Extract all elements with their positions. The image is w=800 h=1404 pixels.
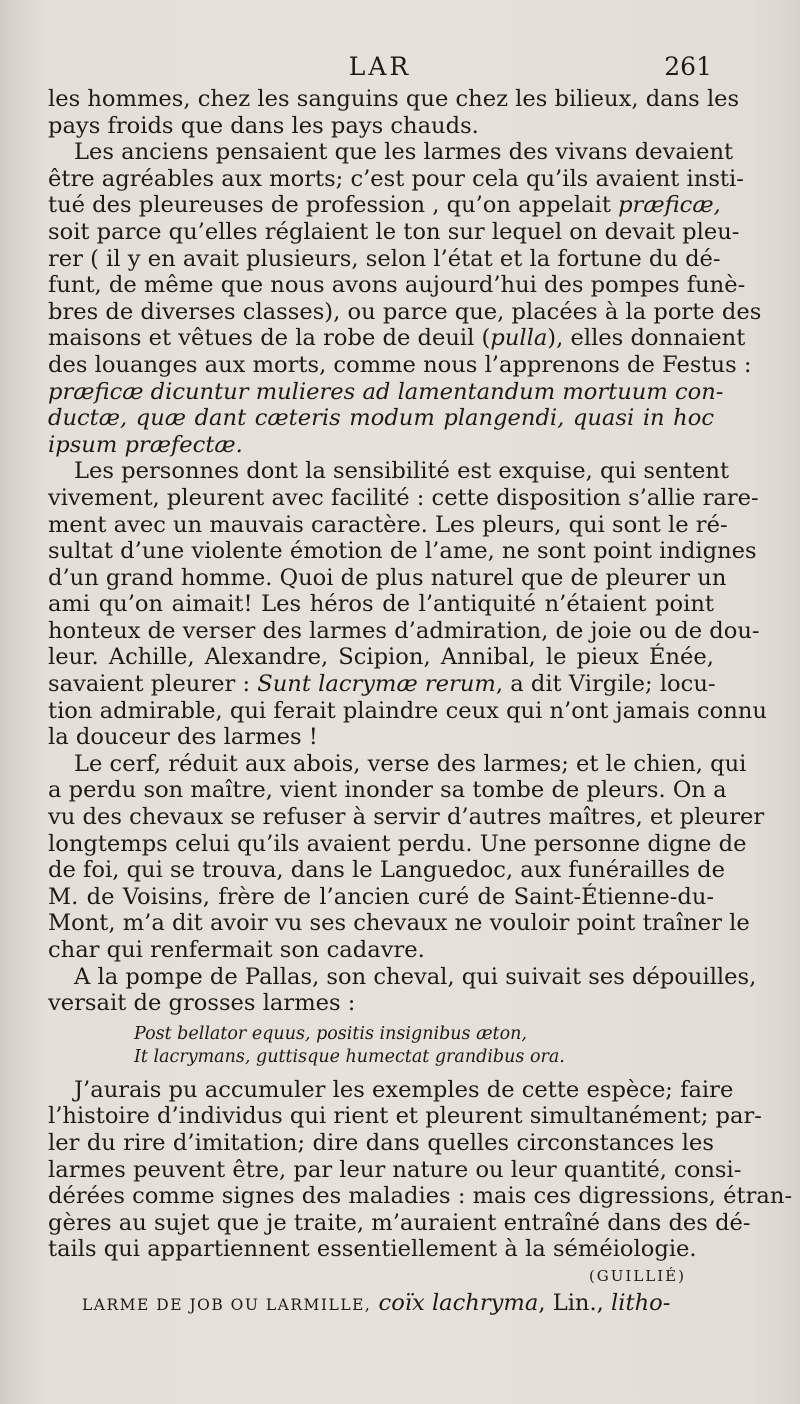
text-line: vu des chevaux se refuser à servir d’autres maîtres, et pleurer bbox=[48, 804, 765, 831]
text-line: tails qui appartiennent essentiellement à la séméiologie. bbox=[48, 1236, 697, 1263]
text-line: soit parce qu’elles réglaient le ton sur lequel on devait pleu- bbox=[48, 218, 740, 245]
text-line: tion admirable, qui ferait plaindre ceux qui n’ont jamais connu bbox=[48, 697, 767, 724]
text-line: ami qu’on aimait! Les héros de l’antiquité n’étaient point bbox=[48, 591, 714, 618]
text-line: sultat d’une violente émotion de l’ame, ne sont point indignes bbox=[48, 538, 757, 565]
text-line: leur. Achille, Alexandre, Scipion, Annibal, le pieux Énée, bbox=[48, 644, 714, 671]
page-number: 261 bbox=[664, 52, 712, 81]
next-entry-line bbox=[48, 1290, 714, 1317]
text-line: M. de Voisins, frère de l’ancien curé de Saint-Étienne-du- bbox=[48, 883, 714, 910]
virgil-quote: Sunt lacrymæ rerum bbox=[257, 671, 496, 698]
latin-term: præficæ, bbox=[618, 192, 721, 219]
text-line: longtemps celui qu’ils avaient perdu. Une personne digne de bbox=[48, 830, 747, 857]
text-line: les hommes, chez les sanguins que chez les bilieux, dans les bbox=[48, 86, 740, 112]
text-line: pays froids que dans les pays chauds. bbox=[48, 112, 479, 139]
text-line: ment avec un mauvais caractère. Les pleurs, qui sont le ré- bbox=[48, 511, 728, 538]
text-line: l’histoire d’individus qui rient et pleurent simultanément; par- bbox=[48, 1103, 762, 1130]
verse-line: It lacrymans, guttisque humectat grandibus ora. bbox=[134, 1046, 565, 1067]
text-line: J’aurais pu accumuler les exemples de cette espèce; faire bbox=[74, 1076, 734, 1103]
text-line: A la pompe de Pallas, son cheval, qui suivait ses dépouilles, bbox=[74, 963, 757, 990]
text-line bbox=[48, 378, 724, 406]
body-text bbox=[48, 86, 793, 1316]
latin-citation: ductæ, quæ dant cæteris modum plangendi, quasi in hoc bbox=[48, 405, 714, 432]
text-line: dérées comme signes des maladies : mais ces digressions, étran- bbox=[48, 1183, 793, 1210]
text-line: ler du rire d’imitation; dire dans quelles circonstances les bbox=[48, 1129, 714, 1156]
text-line bbox=[48, 432, 714, 459]
text-line: d’un grand homme. Quoi de plus naturel que de pleurer un bbox=[48, 564, 727, 591]
running-head: LAR bbox=[348, 52, 412, 81]
page-header bbox=[48, 52, 712, 84]
author-signature: (GUILLIÉ) bbox=[588, 1266, 686, 1285]
latin-citation: ipsum præfectæ. bbox=[48, 431, 243, 458]
latin-term: pulla bbox=[490, 325, 548, 352]
text-segment: savaient pleurer : bbox=[48, 671, 258, 698]
text-segment: tué des pleureuses de profession , qu’on appelait bbox=[48, 192, 619, 219]
text-line: être agréables aux morts; c’est pour cela qu’ils avaient insti- bbox=[48, 165, 744, 192]
text-line: rer ( il y en avait plusieurs, selon l’état et la fortune du dé- bbox=[48, 245, 721, 272]
latin-citation: præficæ dicuntur mulieres ad lamentandum mortuum con- bbox=[48, 378, 724, 405]
text-line: bres de diverses classes), ou parce que, placées à la porte des bbox=[48, 298, 762, 325]
text-line: char qui renfermait son cadavre. bbox=[48, 937, 425, 963]
text-line: de foi, qui se trouva, dans le Languedoc, aux funérailles de bbox=[48, 857, 726, 884]
text-line: gères au sujet que je traite, m’auraient entraîné dans des dé- bbox=[48, 1209, 751, 1236]
entry-latin-name: coïx lachryma bbox=[378, 1289, 539, 1316]
text-line: Les personnes dont la sensibilité est exquise, qui sentent bbox=[74, 458, 730, 485]
text-line: Les anciens pensaient que les larmes des vivans devaient bbox=[74, 139, 734, 166]
text-line: vivement, pleurent avec facilité : cette disposition s’allie rare- bbox=[48, 484, 759, 511]
text-segment: , a dit Virgile; locu- bbox=[495, 671, 716, 698]
text-segment: ), elles donnaient bbox=[547, 325, 746, 352]
verse-line: Post bellator equus, positis insignibus æton, bbox=[134, 1023, 527, 1044]
text-line: a perdu son maître, vient inonder sa tombe de pleurs. On a bbox=[48, 777, 727, 804]
text-line bbox=[48, 325, 746, 352]
text-segment: maisons et vêtues de la robe de deuil ( bbox=[48, 325, 491, 352]
text-line: la douceur des larmes ! bbox=[48, 724, 318, 751]
text-line: Le cerf, réduit aux abois, verse des larmes; et le chien, qui bbox=[74, 750, 747, 777]
entry-separator: , Lin., bbox=[538, 1289, 612, 1316]
entry-heading: LARME DE JOB OU LARMILLE, bbox=[82, 1295, 372, 1314]
text-line: funt, de même que nous avons aujourd’hui des pompes funè- bbox=[48, 272, 746, 299]
text-line: larmes peuvent être, par leur nature ou leur quantité, consi- bbox=[48, 1156, 742, 1183]
text-line: des louanges aux morts, comme nous l’apprenons de Festus : bbox=[48, 351, 752, 378]
text-line bbox=[48, 405, 714, 432]
entry-continuation: litho- bbox=[611, 1289, 671, 1316]
text-line: Mont, m’a dit avoir vu ses chevaux ne vouloir point traîner le bbox=[48, 910, 750, 937]
text-line: honteux de verser des larmes d’admiration, de joie ou de dou- bbox=[48, 617, 760, 644]
text-line: versait de grosses larmes : bbox=[48, 990, 356, 1017]
text-line bbox=[48, 192, 721, 219]
text-line bbox=[48, 671, 714, 698]
